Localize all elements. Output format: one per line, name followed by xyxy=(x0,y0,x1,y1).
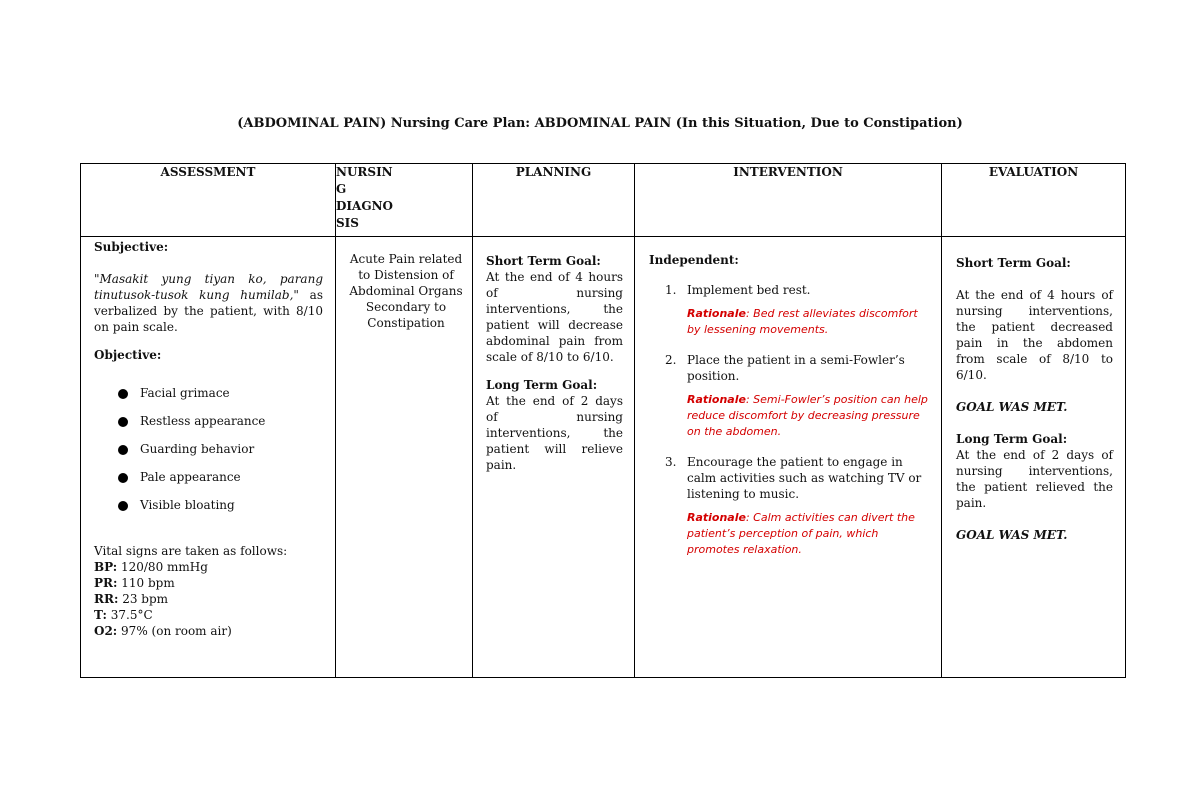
rationale-text: : Bed rest alleviates discomfort by lessening movements. xyxy=(687,307,918,336)
bullet-icon xyxy=(118,473,128,483)
step-rationale xyxy=(687,510,929,558)
rationale-text: : Calm activities can divert the patient’s perception of pain, which promotes relaxation. xyxy=(687,511,915,556)
vital-label: O2: xyxy=(94,624,118,638)
evaluation-short-term-label: Short Term Goal: xyxy=(956,256,1071,270)
patient-quote: "Masakit yung tiyan ko, parang tinutusok-tusok kung humilab," xyxy=(94,272,323,302)
vital-pr xyxy=(94,575,323,591)
planning-short-term-text: At the end of 4 hours of nursing interventions, the patient will decrease abdominal pain from scale of 8/10 to 6/10. xyxy=(486,270,623,364)
step-rationale xyxy=(687,306,929,338)
evaluation-short-term-text: At the end of 4 hours of nursing interventions, the patient decreased pain in the abdomen from scale of 8/10 to 6/10. xyxy=(956,288,1113,382)
vital-value: 120/80 mmHg xyxy=(117,560,208,574)
list-item xyxy=(94,413,323,441)
header-nd-line: SIS xyxy=(336,216,359,230)
planning-long-term-label: Long Term Goal: xyxy=(486,378,598,392)
vital-value: 110 bpm xyxy=(117,576,175,590)
objective-item: Guarding behavior xyxy=(140,442,255,456)
care-plan-table xyxy=(80,163,1126,678)
intervention-step xyxy=(649,352,929,440)
header-intervention: INTERVENTION xyxy=(635,164,942,237)
vital-value: 37.5°C xyxy=(106,608,153,622)
header-row xyxy=(81,164,1126,237)
list-item xyxy=(94,497,323,525)
header-planning: PLANNING xyxy=(473,164,635,237)
header-assessment: ASSESSMENT xyxy=(81,164,336,237)
objective-label: Objective: xyxy=(94,348,162,362)
vital-label: RR: xyxy=(94,592,119,606)
subjective-statement xyxy=(94,271,323,335)
step-rationale xyxy=(687,392,929,440)
bullet-icon xyxy=(118,389,128,399)
bullet-icon xyxy=(118,445,128,455)
independent-label: Independent: xyxy=(649,253,739,267)
evaluation-cell xyxy=(942,237,1126,678)
vital-label: PR: xyxy=(94,576,118,590)
planning-short-term-label: Short Term Goal: xyxy=(486,254,601,268)
objective-item: Visible bloating xyxy=(140,498,235,512)
step-number: 2. xyxy=(665,353,677,367)
content-row xyxy=(81,237,1126,678)
vital-label: BP: xyxy=(94,560,118,574)
list-item xyxy=(94,385,323,413)
nursing-diagnosis-cell xyxy=(336,237,473,678)
intervention-cell xyxy=(635,237,942,678)
evaluation-long-term-text: At the end of 2 days of nursing interventions, the patient relieved the pain. xyxy=(956,448,1113,510)
header-nd-line: NURSIN xyxy=(336,165,393,179)
vital-bp xyxy=(94,559,323,575)
document-title: (ABDOMINAL PAIN) Nursing Care Plan: ABDOMINAL PAIN (In this Situation, Due to Constipation) xyxy=(237,116,963,131)
intervention-step xyxy=(649,282,929,338)
step-number: 3. xyxy=(665,455,677,469)
list-item xyxy=(94,469,323,497)
objective-item: Facial grimace xyxy=(140,386,230,400)
rationale-label: Rationale xyxy=(687,307,746,320)
vital-label: T: xyxy=(94,608,107,622)
list-item xyxy=(94,441,323,469)
vital-temp xyxy=(94,607,323,623)
assessment-cell xyxy=(81,237,336,678)
intervention-step xyxy=(649,454,929,558)
vital-value: 97% (on room air) xyxy=(117,624,232,638)
evaluation-long-term-label: Long Term Goal: xyxy=(956,432,1068,446)
bullet-icon xyxy=(118,417,128,427)
rationale-label: Rationale xyxy=(687,393,746,406)
vital-rr xyxy=(94,591,323,607)
vitals-intro: Vital signs are taken as follows: xyxy=(94,544,288,558)
step-text: Place the patient in a semi-Fowler’s position. xyxy=(687,353,905,383)
header-nursing-diagnosis xyxy=(336,164,473,237)
subjective-label: Subjective: xyxy=(94,240,169,254)
step-text: Implement bed rest. xyxy=(687,283,811,297)
intervention-steps xyxy=(649,282,929,558)
header-nd-line: G xyxy=(336,182,347,196)
quote-suffix: as verbalized by the patient, with 8/10 on pain scale. xyxy=(94,288,323,334)
header-evaluation: EVALUATION xyxy=(942,164,1126,237)
nursing-diagnosis-text: Acute Pain related to Distension of Abdominal Organs Secondary to Constipation xyxy=(349,252,463,330)
rationale-label: Rationale xyxy=(687,511,746,524)
objective-item: Restless appearance xyxy=(140,414,266,428)
objective-item: Pale appearance xyxy=(140,470,241,484)
planning-long-term-text: At the end of 2 days of nursing interventions, the patient will relieve pain. xyxy=(486,394,623,472)
evaluation-short-term-result: GOAL WAS MET. xyxy=(956,400,1068,414)
rationale-text: : Semi-Fowler’s position can help reduce discomfort by decreasing pressure on the abdomen. xyxy=(687,393,928,438)
vital-o2 xyxy=(94,623,323,639)
objective-list xyxy=(94,385,323,525)
step-number: 1. xyxy=(665,283,677,297)
planning-cell xyxy=(473,237,635,678)
vital-signs xyxy=(94,543,323,639)
evaluation-long-term-result: GOAL WAS MET. xyxy=(956,528,1068,542)
header-nd-line: DIAGNO xyxy=(336,199,393,213)
vital-value: 23 bpm xyxy=(118,592,169,606)
bullet-icon xyxy=(118,501,128,511)
step-text: Encourage the patient to engage in calm activities such as watching TV or listening to music. xyxy=(687,455,922,501)
